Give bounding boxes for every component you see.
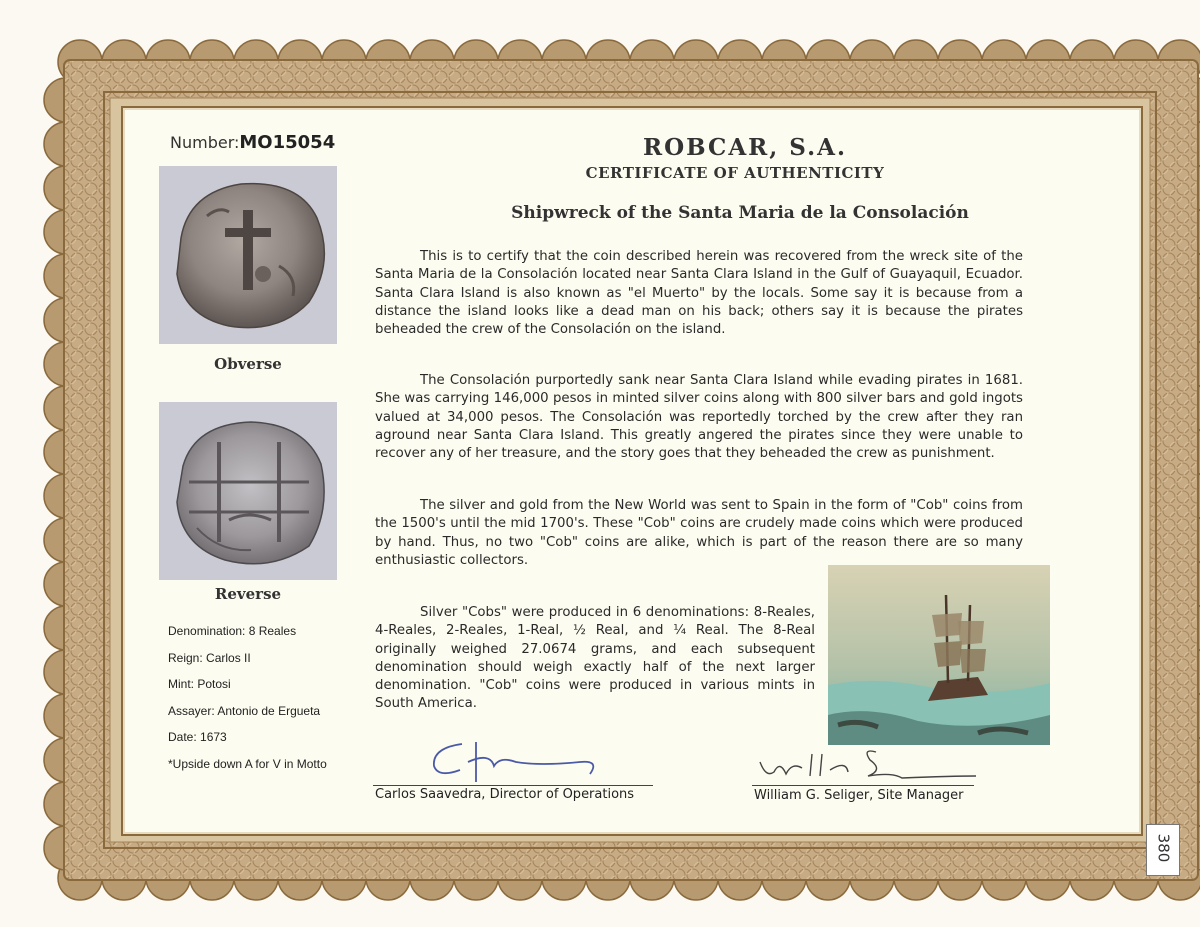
- number-value: MO15054: [239, 132, 336, 153]
- detail-assayer: Assayer: Antonio de Ergueta: [168, 703, 321, 718]
- paragraph-4: Silver "Cobs" were produced in 6 denominations: 8-Reales, 4-Reales, 2-Reales, 1-Real, ½ Real, and ¼ Real. The 8-Real originally weighed 27.0674 grams, and each subsequent denomination should weigh exactly half of the next larger denomination. "Cob" coins were produced in various mints in South America.: [375, 605, 815, 712]
- reverse-caption: Reverse: [214, 585, 282, 603]
- left-signature-line: [373, 785, 653, 786]
- left-signature-caption: Carlos Saavedra, Director of Operations: [375, 787, 635, 802]
- detail-denomination: Denomination: 8 Reales: [168, 624, 297, 638]
- detail-note: *Upside down A for V in Motto: [168, 756, 327, 771]
- shipwreck-heading: Shipwreck of the Santa Maria de la Consolación: [511, 203, 969, 223]
- certificate-title: CERTIFICATE OF AUTHENTICITY: [585, 164, 885, 182]
- reverse-coin-image: [159, 402, 337, 580]
- paragraph-2: The Consolación purportedly sank near Santa Clara Island while evading pirates in 1681. She was carrying 146,000 pesos in minted silver coins along with 800 silver bars and gold ingots valued at 34,000 pesos. The Consolación was reportedly torched by the crew after they ran aground near Santa Clara Island. This greatly angered the pirates since they were unable to recover any of her treasure, and the story goes that they beheaded the crew as punishment.: [375, 373, 1023, 462]
- number-label: Number:: [170, 133, 240, 152]
- handwritten-number: 380: [1154, 833, 1173, 863]
- obverse-caption: Obverse: [214, 355, 282, 373]
- paragraph-1: This is to certify that the coin described herein was recovered from the wreck site of the Santa Maria de la Consolación located near Santa Clara Island in the Gulf of Guayaquil, Ecuador. Santa Clara Island is also known as "el Muerto" by the locals. Some say it is because from a distance the island looks like a dead man on his back; others say it is because the pirates beheaded the crew of the Consolación on the island.: [375, 249, 1023, 338]
- right-signature-caption: William G. Seliger, Site Manager: [754, 788, 964, 803]
- certificate-number: [170, 132, 335, 153]
- detail-reign: Reign: Carlos II: [168, 650, 251, 665]
- right-signature-image: [752, 742, 982, 790]
- detail-date: Date: 1673: [168, 730, 227, 744]
- coin-details: [168, 618, 327, 777]
- detail-mint: Mint: Potosi: [168, 677, 231, 691]
- ship-painting-image: [828, 565, 1050, 745]
- handwritten-number-label: [1146, 824, 1180, 876]
- right-signature-line: [752, 785, 974, 786]
- left-signature-image: [420, 736, 610, 788]
- company-name: ROBCAR, S.A.: [643, 134, 847, 161]
- paragraph-3: The silver and gold from the New World was sent to Spain in the form of "Cob" coins from the 1500's until the mid 1700's. These "Cob" coins are crudely made coins which were produced by hand. Thus, no two "Cob" coins are alike, which is part of the reason there are so many enthusiastic collectors.: [375, 498, 1023, 568]
- obverse-coin-image: [159, 166, 337, 344]
